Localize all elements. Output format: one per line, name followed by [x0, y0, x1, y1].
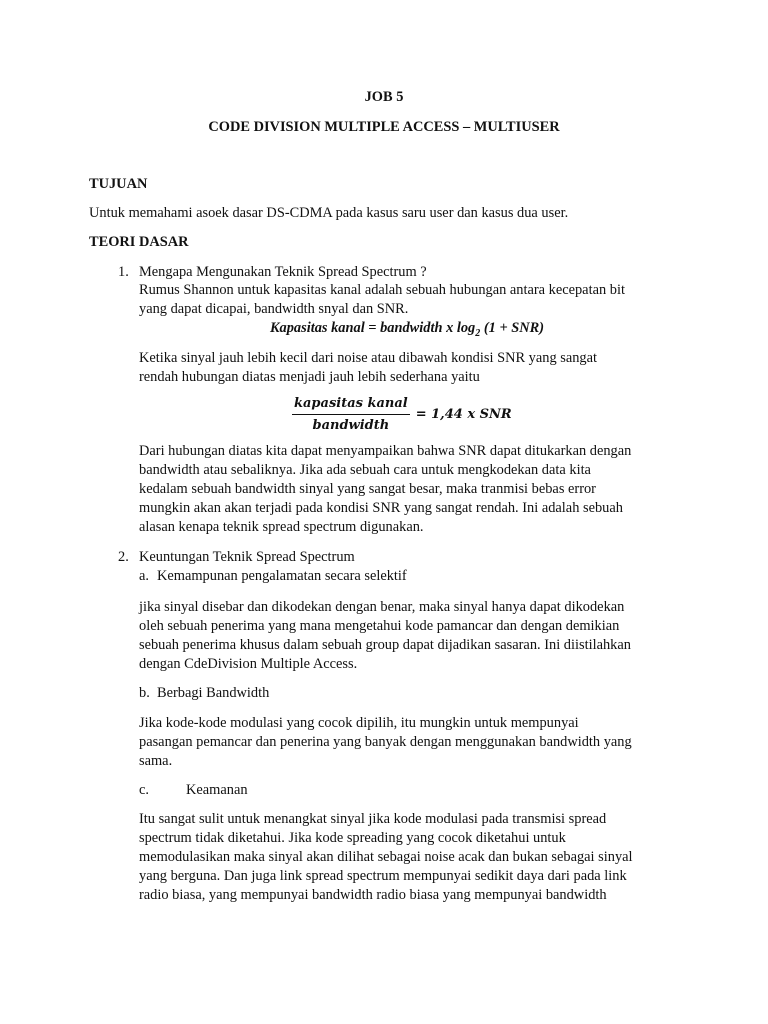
job-number: JOB 5	[364, 89, 404, 105]
shannon-formula	[46, 319, 768, 343]
item1-p3-line1: Dari hubungan diatas kita dapat menyampaikan bahwa SNR dapat ditukarkan dengan	[139, 443, 632, 459]
item1-p2-line1: Ketika sinyal jauh lebih kecil dari noise atau dibawah kondisi SNR yang sangat	[139, 350, 597, 366]
item1-title: Mengapa Mengunakan Teknik Spread Spectrum ?	[139, 264, 427, 280]
item1-p3-line5: alasan kenapa teknik spread spectrum digunakan.	[139, 519, 424, 535]
snr-fraction-formula	[292, 394, 512, 435]
item1-p2-line2: rendah hubungan diatas menjadi jauh lebih sederhana yaitu	[139, 369, 480, 385]
item2b-line2: pasangan pemancar dan penerina yang banyak dengan menggunakan bandwidth yang	[139, 734, 632, 750]
formula-subscript: 2	[475, 327, 481, 339]
tujuan-heading: TUJUAN	[89, 176, 148, 192]
item2b-title: Berbagi Bandwidth	[157, 685, 270, 701]
item2-number: 2.	[118, 549, 129, 565]
fraction-denominator: bandwidth	[312, 418, 390, 433]
item1-line1: Rumus Shannon untuk kapasitas kanal adalah sebuah hubungan antara kecepatan bit	[139, 282, 625, 298]
item2c-line1: Itu sangat sulit untuk menangkat sinyal jika kode modulasi pada transmisi spread	[139, 811, 607, 827]
item2-title: Keuntungan Teknik Spread Spectrum	[139, 549, 355, 565]
item2c-line4: yang berguna. Dan juga link spread spectrum mempunyai sedikit daya dari pada link	[139, 868, 627, 884]
item2a-label: a.	[139, 568, 149, 584]
item2c-line5: radio biasa, yang mempunyai bandwidth radio biasa yang mempunyai bandwidth	[139, 887, 607, 903]
item2a-line2: oleh sebuah penerima yang mana mengetahui kode pamancar dan dengan demikian	[139, 618, 620, 634]
formula-left: Kapasitas kanal = bandwidth x log	[269, 320, 476, 336]
item2b-line3: sama.	[139, 753, 173, 769]
formula-right: (1 + SNR)	[480, 320, 545, 336]
item2a-line1: jika sinyal disebar dan dikodekan dengan benar, maka sinyal hanya dapat dikodekan	[139, 599, 625, 615]
item2b-label: b.	[139, 685, 150, 701]
item1-line2: yang dapat dicapai, bandwidth snyal dan SNR.	[139, 301, 409, 317]
item1-p3-line3: kedalam sebuah bandwidth sinyal yang sangat besar, maka tranmisi bebas error	[139, 481, 596, 497]
item2a-line3: sebuah penerima khusus dalam sebuah group dapat dijadikan sasaran. Ini diistilahkan	[139, 637, 631, 653]
item1-number: 1.	[118, 264, 129, 280]
item2c-line3: memodulasikan maka sinyal akan dilihat sebagai noise acak dan bukan sebagai sinyal	[139, 849, 633, 865]
item2b-line1: Jika kode-kode modulasi yang cocok dipilih, itu mungkin untuk mempunyai	[139, 715, 579, 731]
fraction-rhs: = 1,44 x SNR	[415, 407, 512, 422]
item2c-label: c.	[139, 782, 149, 798]
fraction	[292, 394, 410, 435]
tujuan-text: Untuk memahami asoek dasar DS-CDMA pada kasus saru user dan kasus dua user.	[89, 205, 569, 221]
item2c-title: Keamanan	[186, 782, 248, 798]
document-title: CODE DIVISION MULTIPLE ACCESS – MULTIUSER	[208, 119, 560, 135]
teori-heading: TEORI DASAR	[89, 234, 189, 250]
fraction-numerator: kapasitas kanal	[292, 394, 410, 415]
item1-p3-line4: mungkin akan akan terjadi pada kondisi SNR yang sangat rendah. Ini adalah sebuah	[139, 500, 623, 516]
item1-p3-line2: bandwidth atau sebaliknya. Jika ada sebuah cara untuk mengkodekan data kita	[139, 462, 591, 478]
item2c-line2: spectrum tidak diketahui. Jika kode spreading yang cocok diketahui untuk	[139, 830, 566, 846]
item2a-line4: dengan CdeDivision Multiple Access.	[139, 656, 358, 672]
item2a-title: Kemampunan pengalamatan secara selektif	[157, 568, 407, 584]
